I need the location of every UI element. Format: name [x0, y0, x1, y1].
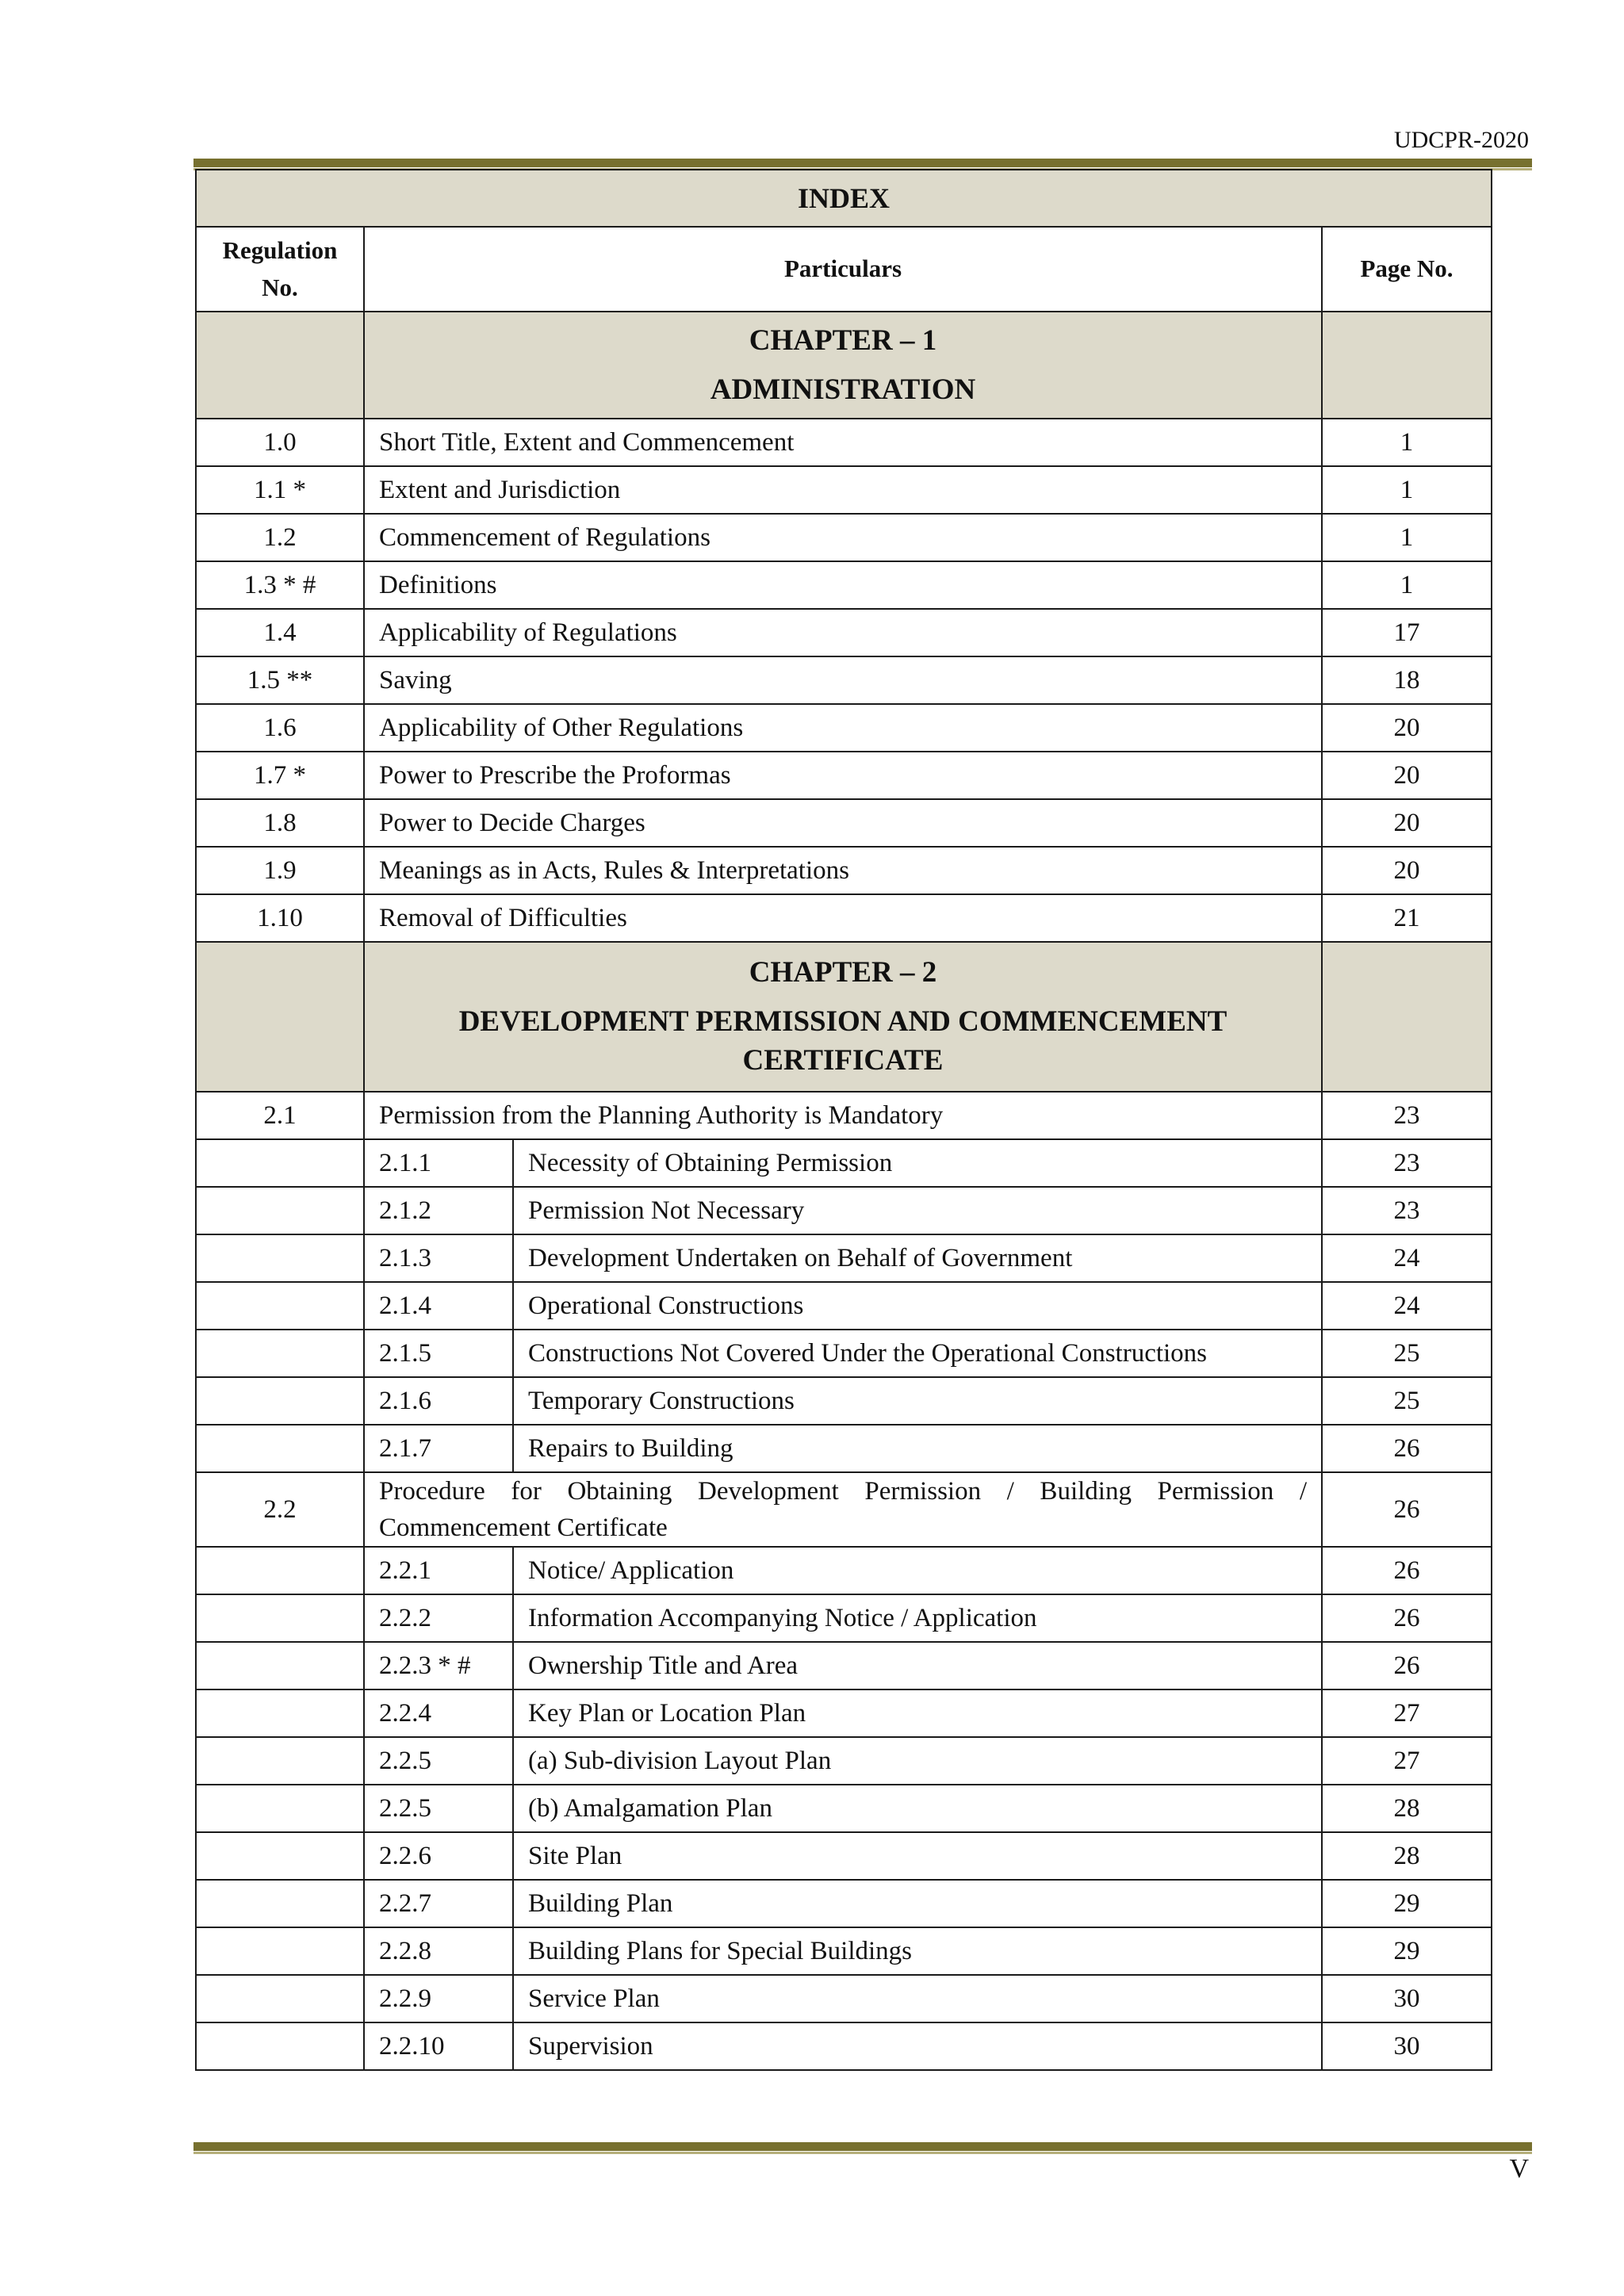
regulation-number-empty: [196, 1377, 364, 1425]
page-ref: 23: [1322, 1092, 1492, 1139]
particulars: Commencement of Regulations: [364, 514, 1322, 561]
subsection-number: 2.1.6: [364, 1377, 513, 1425]
chapter-title: ADMINISTRATION: [710, 373, 976, 406]
particulars: Information Accompanying Notice / Application: [513, 1594, 1322, 1642]
page-ref: 20: [1322, 847, 1492, 894]
regulation-number: 1.3 * #: [196, 561, 364, 609]
page-ref: 29: [1322, 1927, 1492, 1975]
page-ref: 29: [1322, 1880, 1492, 1927]
page-ref: 17: [1322, 609, 1492, 656]
subsection-row: [196, 1975, 1492, 2022]
regulation-number: 1.7 *: [196, 752, 364, 799]
index-row: [196, 704, 1492, 752]
subsection-row: [196, 1330, 1492, 1377]
particulars: Meanings as in Acts, Rules & Interpretations: [364, 847, 1322, 894]
subsection-row: [196, 1187, 1492, 1234]
subsection-number: 2.1.1: [364, 1139, 513, 1187]
index-row: [196, 656, 1492, 704]
page-ref: 26: [1322, 1425, 1492, 1472]
subsection-number: 2.2.7: [364, 1880, 513, 1927]
particulars: Saving: [364, 656, 1322, 704]
subsection-row: [196, 1377, 1492, 1425]
particulars: Development Undertaken on Behalf of Government: [513, 1234, 1322, 1282]
subsection-row: [196, 1282, 1492, 1330]
regulation-number-empty: [196, 1187, 364, 1234]
particulars: Service Plan: [513, 1975, 1322, 2022]
regulation-number: 1.9: [196, 847, 364, 894]
subsection-row: [196, 1139, 1492, 1187]
chapter-heading-row: [196, 942, 1492, 1092]
particulars: (a) Sub-division Layout Plan: [513, 1737, 1322, 1785]
subsection-row: [196, 1689, 1492, 1737]
particulars: Constructions Not Covered Under the Operational Constructions: [513, 1330, 1322, 1377]
page-number: V: [1509, 2154, 1529, 2183]
subsection-number: 2.2.1: [364, 1547, 513, 1594]
particulars: Repairs to Building: [513, 1425, 1322, 1472]
subsection-row: [196, 1832, 1492, 1880]
regulation-number: 1.10: [196, 894, 364, 942]
particulars: Applicability of Regulations: [364, 609, 1322, 656]
particulars: Power to Decide Charges: [364, 799, 1322, 847]
index-row: [196, 847, 1492, 894]
header-rule: [193, 159, 1532, 167]
page-ref: 1: [1322, 466, 1492, 514]
particulars: (b) Amalgamation Plan: [513, 1785, 1322, 1832]
particulars: Temporary Constructions: [513, 1377, 1322, 1425]
column-header-page: Page No.: [1322, 227, 1492, 312]
chapter-empty-cell: [1322, 312, 1492, 419]
chapter-heading: [364, 942, 1322, 1092]
section-row: [196, 1472, 1492, 1547]
subsection-number: 2.2.9: [364, 1975, 513, 2022]
subsection-row: [196, 1234, 1492, 1282]
regulation-number-empty: [196, 1737, 364, 1785]
page-ref: 1: [1322, 561, 1492, 609]
index-row: [196, 561, 1492, 609]
index-row: [196, 466, 1492, 514]
subsection-number: 2.1.5: [364, 1330, 513, 1377]
regulation-number-empty: [196, 1547, 364, 1594]
chapter-empty-cell: [196, 942, 364, 1092]
regulation-number-empty: [196, 1927, 364, 1975]
page-ref: 20: [1322, 704, 1492, 752]
chapter-number: CHAPTER – 1: [749, 323, 937, 357]
particulars: Permission from the Planning Authority is Mandatory: [364, 1092, 1322, 1139]
regulation-number-empty: [196, 1139, 364, 1187]
subsection-row: [196, 1785, 1492, 1832]
subsection-row: [196, 1594, 1492, 1642]
page-ref: 28: [1322, 1832, 1492, 1880]
particulars: Operational Constructions: [513, 1282, 1322, 1330]
particulars: Power to Prescribe the Proformas: [364, 752, 1322, 799]
regulation-number: 1.4: [196, 609, 364, 656]
particulars: Ownership Title and Area: [513, 1642, 1322, 1689]
regulation-number-empty: [196, 2022, 364, 2070]
particulars: Building Plans for Special Buildings: [513, 1927, 1322, 1975]
column-header-row: [196, 227, 1492, 312]
index-row: [196, 799, 1492, 847]
footer-rule: [193, 2142, 1532, 2151]
chapter-number: CHAPTER – 2: [749, 955, 937, 989]
page-ref: 30: [1322, 2022, 1492, 2070]
particulars: Short Title, Extent and Commencement: [364, 419, 1322, 466]
subsection-row: [196, 1880, 1492, 1927]
index-table-body: [196, 170, 1492, 2070]
document-code: UDCPR-2020: [1393, 127, 1529, 153]
subsection-number: 2.1.2: [364, 1187, 513, 1234]
index-row: [196, 894, 1492, 942]
regulation-number-empty: [196, 1234, 364, 1282]
page-ref: 25: [1322, 1377, 1492, 1425]
index-row: [196, 514, 1492, 561]
page-ref: 28: [1322, 1785, 1492, 1832]
regulation-number-empty: [196, 1880, 364, 1927]
particulars: Permission Not Necessary: [513, 1187, 1322, 1234]
particulars: Notice/ Application: [513, 1547, 1322, 1594]
subsection-row: [196, 1737, 1492, 1785]
particulars: Supervision: [513, 2022, 1322, 2070]
regulation-number: 1.2: [196, 514, 364, 561]
page-ref: 1: [1322, 514, 1492, 561]
regulation-number: 1.1 *: [196, 466, 364, 514]
particulars: Procedure for Obtaining Development Permission / Building Permission / Commencement Certificate: [364, 1472, 1322, 1547]
page-ref: 25: [1322, 1330, 1492, 1377]
page-ref: 20: [1322, 752, 1492, 799]
chapter-empty-cell: [196, 312, 364, 419]
regulation-number: 1.8: [196, 799, 364, 847]
regulation-number-empty: [196, 1282, 364, 1330]
page-ref: 21: [1322, 894, 1492, 942]
index-title-row: [196, 170, 1492, 227]
subsection-row: [196, 1425, 1492, 1472]
regulation-number-empty: [196, 1689, 364, 1737]
subsection-number: 2.1.3: [364, 1234, 513, 1282]
particulars: Site Plan: [513, 1832, 1322, 1880]
page-ref: 18: [1322, 656, 1492, 704]
subsection-number: 2.2.5: [364, 1785, 513, 1832]
regulation-number: 1.5 **: [196, 656, 364, 704]
subsection-row: [196, 1927, 1492, 1975]
subsection-row: [196, 1642, 1492, 1689]
particulars: Removal of Difficulties: [364, 894, 1322, 942]
page-ref: 23: [1322, 1139, 1492, 1187]
section-row: [196, 1092, 1492, 1139]
subsection-number: 2.2.4: [364, 1689, 513, 1737]
regulation-number-empty: [196, 1425, 364, 1472]
subsection-row: [196, 1547, 1492, 1594]
index-row: [196, 419, 1492, 466]
page-ref: 24: [1322, 1282, 1492, 1330]
page-ref: 26: [1322, 1642, 1492, 1689]
particulars: Necessity of Obtaining Permission: [513, 1139, 1322, 1187]
subsection-number: 2.2.6: [364, 1832, 513, 1880]
subsection-row: [196, 2022, 1492, 2070]
particulars: Building Plan: [513, 1880, 1322, 1927]
page-ref: 26: [1322, 1594, 1492, 1642]
regulation-number: 2.2: [196, 1472, 364, 1547]
subsection-number: 2.1.4: [364, 1282, 513, 1330]
regulation-number: 1.6: [196, 704, 364, 752]
chapter-heading-row: [196, 312, 1492, 419]
page-ref: 23: [1322, 1187, 1492, 1234]
subsection-number: 2.2.5: [364, 1737, 513, 1785]
page-ref: 30: [1322, 1975, 1492, 2022]
regulation-number-empty: [196, 1330, 364, 1377]
page-ref: 26: [1322, 1547, 1492, 1594]
page-ref: 1: [1322, 419, 1492, 466]
regulation-number-empty: [196, 1832, 364, 1880]
chapter-heading: [364, 312, 1322, 419]
index-table: [195, 169, 1492, 2071]
page-ref: 24: [1322, 1234, 1492, 1282]
particulars: Applicability of Other Regulations: [364, 704, 1322, 752]
subsection-number: 2.1.7: [364, 1425, 513, 1472]
regulation-number-empty: [196, 1594, 364, 1642]
regulation-number: 1.0: [196, 419, 364, 466]
chapter-title: DEVELOPMENT PERMISSION AND COMMENCEMENT CERTIFICATE: [458, 1004, 1228, 1077]
subsection-number: 2.2.8: [364, 1927, 513, 1975]
subsection-number: 2.2.2: [364, 1594, 513, 1642]
page-ref: 27: [1322, 1689, 1492, 1737]
page-ref: 26: [1322, 1472, 1492, 1547]
regulation-number: 2.1: [196, 1092, 364, 1139]
index-row: [196, 609, 1492, 656]
particulars: Extent and Jurisdiction: [364, 466, 1322, 514]
regulation-number-empty: [196, 1975, 364, 2022]
regulation-number-empty: [196, 1785, 364, 1832]
regulation-number-empty: [196, 1642, 364, 1689]
particulars: Key Plan or Location Plan: [513, 1689, 1322, 1737]
column-header-particulars: Particulars: [364, 227, 1322, 312]
subsection-number: 2.2.3 * #: [364, 1642, 513, 1689]
page-ref: 20: [1322, 799, 1492, 847]
particulars: Definitions: [364, 561, 1322, 609]
index-row: [196, 752, 1492, 799]
column-header-regulation: Regulation No.: [196, 227, 364, 312]
page-ref: 27: [1322, 1737, 1492, 1785]
chapter-empty-cell: [1322, 942, 1492, 1092]
index-title: INDEX: [196, 170, 1492, 227]
subsection-number: 2.2.10: [364, 2022, 513, 2070]
